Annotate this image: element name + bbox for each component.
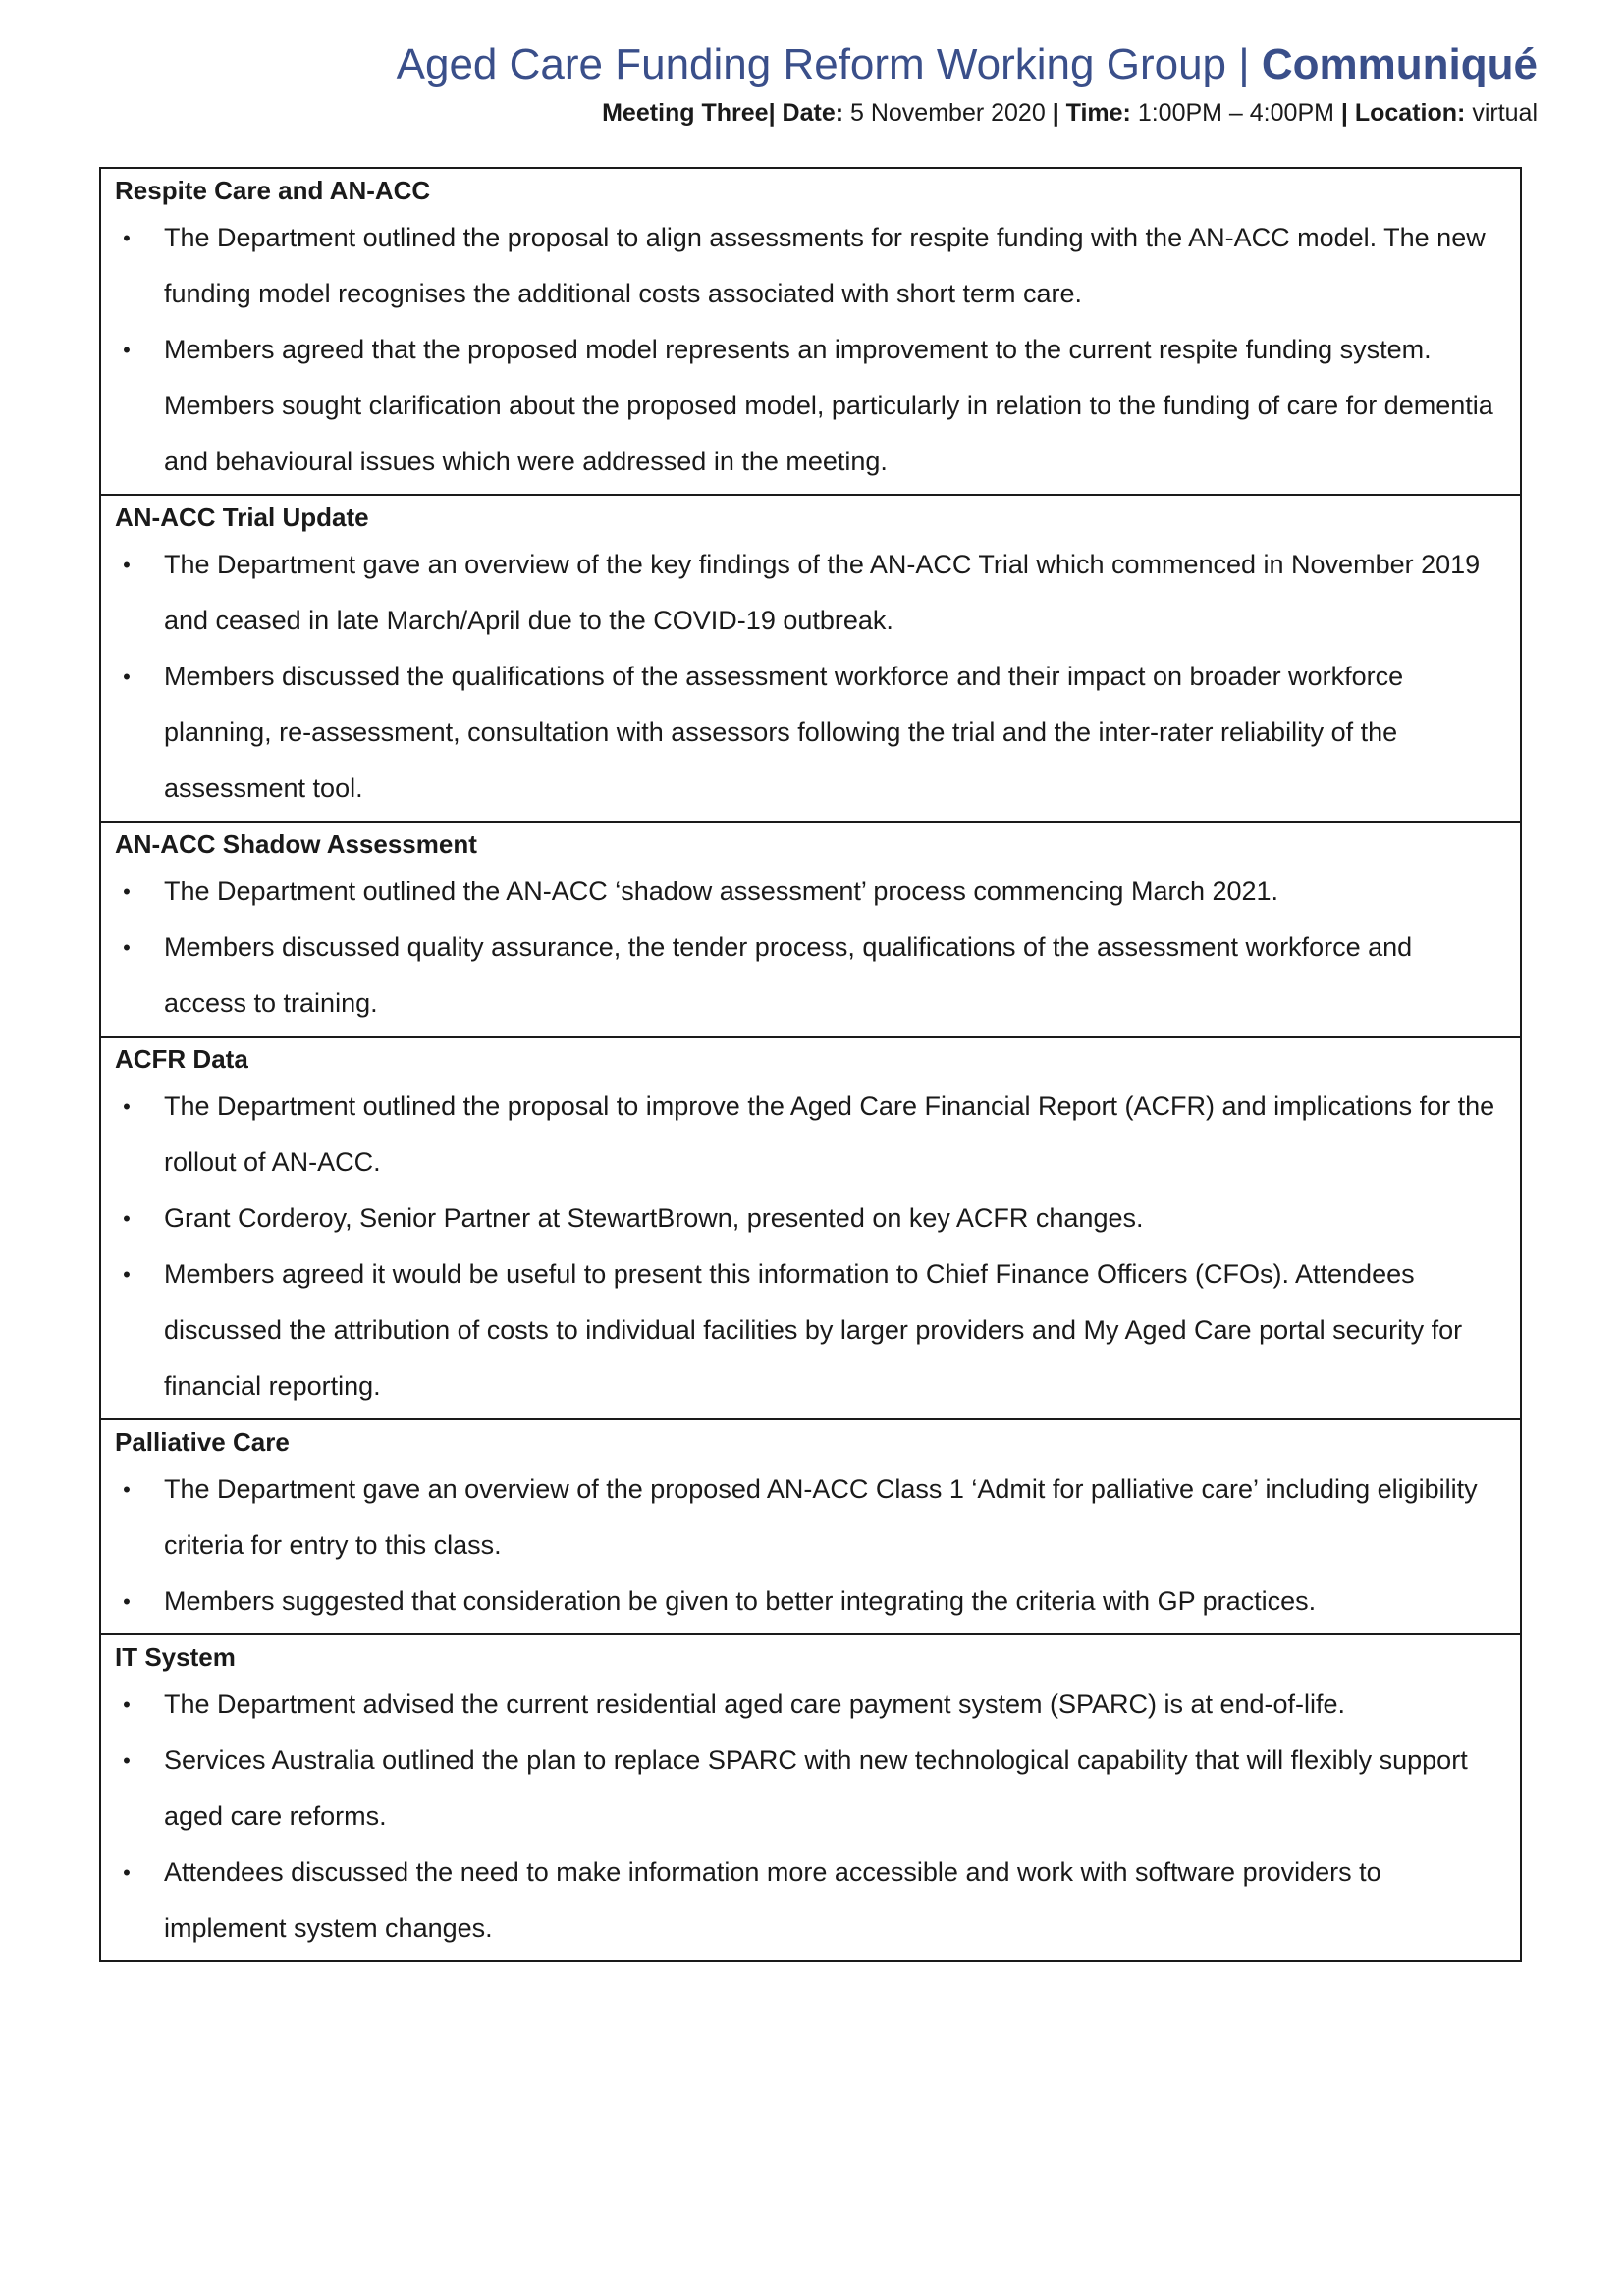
section-heading: AN-ACC Trial Update (115, 503, 369, 532)
separator: | (1340, 99, 1348, 127)
list-item (101, 537, 1520, 649)
list-item (101, 1677, 1520, 1733)
bullet-icon: • (123, 226, 131, 250)
section-heading: AN-ACC Shadow Assessment (115, 829, 477, 859)
list-item (101, 1844, 1520, 1956)
list-item (101, 1733, 1520, 1844)
bullet-text: Members agreed it would be useful to present this information to Chief Finance Officers (CFOs). Attendees discussed the attribution of costs to individual facilities by larger providers and My Aged Care portal security for financial reporting. (164, 1259, 1463, 1401)
bullet-list (101, 1079, 1520, 1418)
bullet-text: Members discussed quality assurance, the tender process, qualifications of the assessment workforce and access to training. (164, 933, 1413, 1018)
bullet-list (101, 1462, 1520, 1633)
bullet-icon: • (123, 1206, 131, 1231)
document-title (98, 35, 1538, 94)
bullet-list (101, 864, 1520, 1036)
bullet-list (101, 1677, 1520, 1960)
section-shadow-assessment (101, 821, 1520, 1036)
section-heading: Respite Care and AN-ACC (115, 176, 431, 205)
bullet-text: The Department outlined the proposal to align assessments for respite funding with the AN-ACC model. The new funding model recognises the additional costs associated with short term care. (164, 223, 1486, 308)
bullet-text: Grant Corderoy, Senior Partner at StewartBrown, presented on key ACFR changes. (164, 1203, 1144, 1233)
bullet-icon: • (123, 1692, 131, 1717)
list-item (101, 1574, 1520, 1629)
bullet-list (101, 537, 1520, 821)
bullet-icon: • (123, 338, 131, 362)
bullet-text: The Department outlined the AN-ACC ‘shadow assessment’ process commencing March 2021. (164, 877, 1279, 906)
time-value: 1:00PM – 4:00PM (1137, 99, 1334, 127)
bullet-text: The Department gave an overview of the key findings of the AN-ACC Trial which commenced in November 2019 and ceased in late March/April due to the COVID-19 outbreak. (164, 550, 1481, 635)
list-item (101, 649, 1520, 817)
bullet-icon: • (123, 665, 131, 689)
bullet-icon: • (123, 1860, 131, 1885)
bullet-text: The Department outlined the proposal to improve the Aged Care Financial Report (ACFR) and implications for the rollout of AN-ACC. (164, 1092, 1495, 1177)
title-main: Aged Care Funding Reform Working Group | (396, 40, 1262, 88)
bullet-list (101, 210, 1520, 494)
bullet-icon: • (123, 1095, 131, 1119)
section-heading: Palliative Care (115, 1427, 290, 1457)
time-label: Time: (1065, 99, 1131, 127)
list-item (101, 1462, 1520, 1574)
section-heading: ACFR Data (115, 1044, 248, 1074)
list-item (101, 920, 1520, 1032)
bullet-icon: • (123, 880, 131, 904)
section-acfr-data (101, 1036, 1520, 1418)
bullet-text: Members suggested that consideration be given to better integrating the criteria with GP practices. (164, 1586, 1317, 1616)
meeting-label: Meeting Three| (602, 99, 776, 127)
meeting-meta (98, 96, 1538, 130)
bullet-text: The Department gave an overview of the proposed AN-ACC Class 1 ‘Admit for palliative care’ including eligibility criteria for entry to this class. (164, 1474, 1478, 1560)
communique-table (99, 167, 1522, 1962)
bullet-icon: • (123, 1589, 131, 1614)
bullet-icon: • (123, 1748, 131, 1773)
list-item (101, 1191, 1520, 1247)
document-header (98, 35, 1538, 130)
list-item (101, 864, 1520, 920)
section-heading: IT System (115, 1642, 236, 1672)
bullet-text: The Department advised the current residential aged care payment system (SPARC) is at end-of-life. (164, 1689, 1346, 1719)
bullet-icon: • (123, 1262, 131, 1287)
list-item (101, 1247, 1520, 1415)
section-trial-update (101, 494, 1520, 821)
title-communique: Communiqué (1261, 40, 1538, 88)
bullet-text: Members discussed the qualifications of the assessment workforce and their impact on broader workforce planning, re-assessment, consultation with assessors following the trial and the inter-rater reliability of the assessment tool. (164, 662, 1404, 803)
bullet-text: Services Australia outlined the plan to replace SPARC with new technological capability that will flexibly support aged care reforms. (164, 1745, 1468, 1831)
date-value: 5 November 2020 (850, 99, 1046, 127)
section-palliative-care (101, 1418, 1520, 1633)
location-label: Location: (1354, 99, 1466, 127)
separator: | (1052, 99, 1059, 127)
bullet-text: Attendees discussed the need to make information more accessible and work with software providers to implement system changes. (164, 1857, 1381, 1943)
bullet-icon: • (123, 935, 131, 960)
section-it-system (101, 1633, 1520, 1960)
section-respite-care (101, 171, 1520, 494)
date-label: Date: (782, 99, 844, 127)
location-value: virtual (1472, 99, 1538, 127)
bullet-icon: • (123, 1477, 131, 1502)
bullet-icon: • (123, 553, 131, 577)
list-item (101, 210, 1520, 322)
list-item (101, 1079, 1520, 1191)
bullet-text: Members agreed that the proposed model represents an improvement to the current respite funding system. Members sought clarification about the proposed model, particularly in relation to the funding of care for dementia and behavioural issues which were addressed in the meeting. (164, 335, 1493, 476)
list-item (101, 322, 1520, 490)
